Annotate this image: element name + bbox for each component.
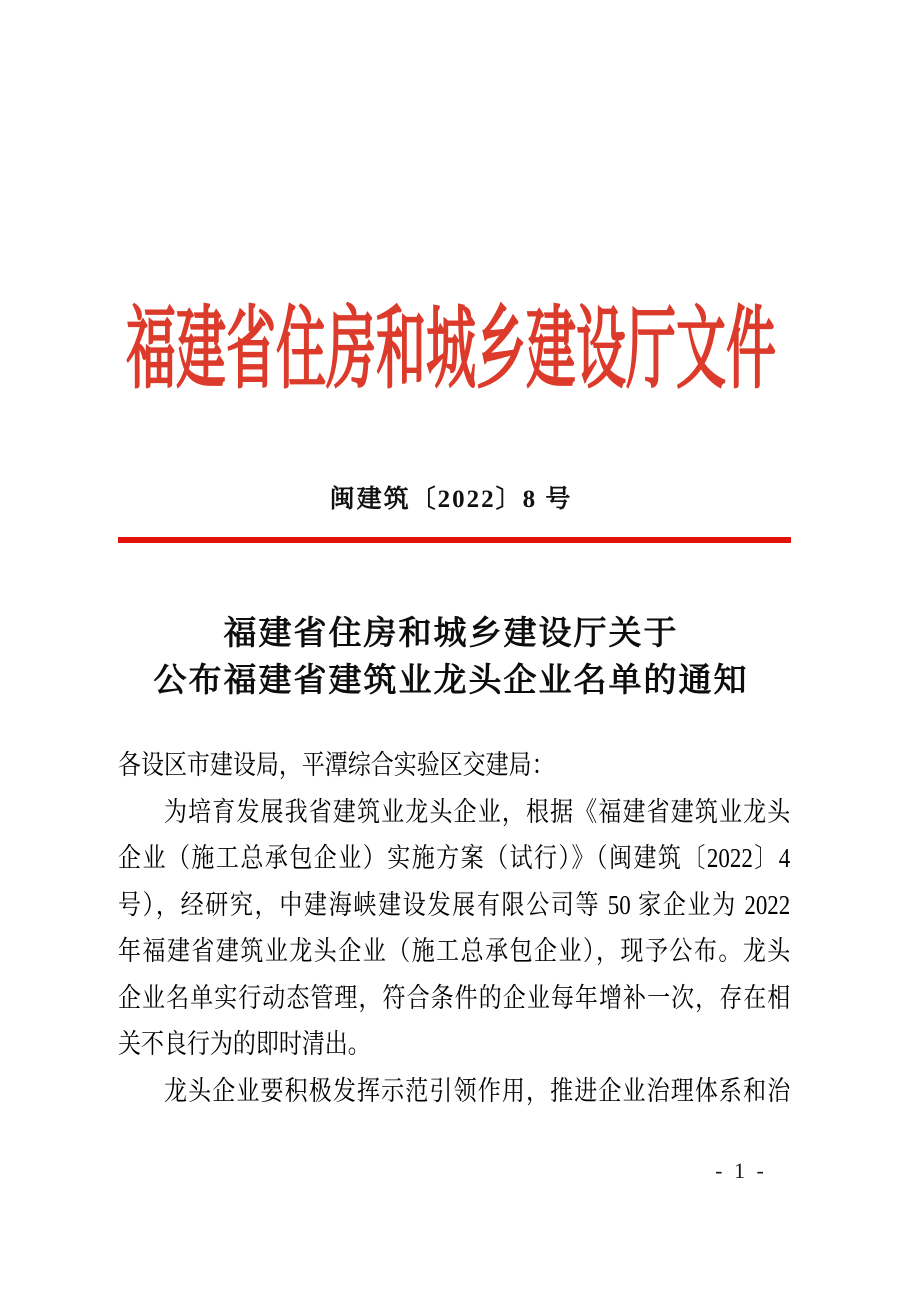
body-line: 年福建省建筑业龙头企业（施工总承包企业），现予公布。龙头 [118,936,791,966]
salutation-line: 各设区市建设局，平潭综合实验区交建局： [118,750,555,780]
document-number: 闽建筑〔2022〕8 号 [329,486,573,513]
body-line: 号），经研究，中建海峡建设发展有限公司等 50 家企业为 2022 [118,889,791,920]
notice-body [118,742,790,1114]
notice-title-line-1: 福建省住房和城乡建设厅关于 [223,614,679,651]
red-divider-rule [118,537,791,543]
notice-title [0,609,902,703]
body-line: 龙头企业要积极发挥示范引领作用，推进企业治理体系和治 [163,1075,791,1106]
body-line: 为培育发展我省建筑业龙头企业，根据《福建省建筑业龙头 [163,796,791,827]
page-number: - 1 - [715,1158,767,1183]
notice-title-line-2: 公布福建省建筑业龙头企业名单的通知 [153,661,749,698]
body-line: 企业名单实行动态管理，符合条件的企业每年增补一次，存在相 [118,982,791,1013]
letterhead-title: 福建省住房和城乡建设厅文件 [126,298,776,400]
body-line: 关不良行为的即时清出。 [118,1029,371,1059]
body-line: 企业（施工总承包企业）实施方案（试行）》（闽建筑〔2022〕4 [118,843,791,873]
